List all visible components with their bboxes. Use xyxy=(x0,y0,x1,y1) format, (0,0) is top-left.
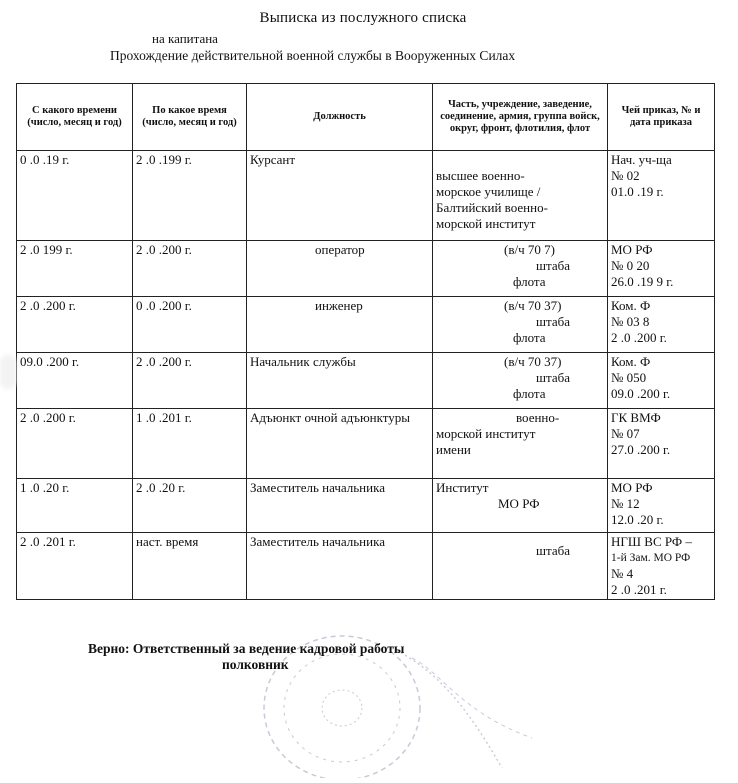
order-line: 26.0 .19 9 г. xyxy=(611,274,674,289)
cell-to: 2 .0 .20 г. xyxy=(133,479,247,533)
order-line: № 02 xyxy=(611,168,640,183)
cell-to: 2 .0 .200 г. xyxy=(133,353,247,409)
unit-line: морской институт xyxy=(436,216,536,231)
table-row xyxy=(17,241,715,297)
header-from: С какого времени (число, месяц и год) xyxy=(17,84,133,151)
position-text: оператор xyxy=(315,242,365,257)
cell-unit xyxy=(433,533,608,600)
unit-line: штаба xyxy=(536,314,571,329)
cell-unit xyxy=(433,151,608,241)
cell-position: Заместитель начальника xyxy=(247,479,433,533)
cell-from: 1 .0 .20 г. xyxy=(17,479,133,533)
unit-line: (в/ч 70 37) xyxy=(504,298,562,313)
scan-smudge xyxy=(0,355,16,389)
document-title: Выписка из послужного списка xyxy=(259,10,467,26)
order-line: Ком. Ф xyxy=(611,298,651,313)
unit-line: флота xyxy=(513,330,546,345)
order-line: 1-й Зам. МО РФ xyxy=(611,552,691,564)
order-line: № 12 xyxy=(611,496,640,511)
order-line: МО РФ xyxy=(611,480,653,495)
cell-from: 09.0 .200 г. xyxy=(17,353,133,409)
cell-order xyxy=(608,479,715,533)
header-order: Чей приказ, № и дата приказа xyxy=(608,84,715,151)
cell-order xyxy=(608,533,715,600)
position-text: инженер xyxy=(315,298,363,313)
order-line: № 03 8 xyxy=(611,314,650,329)
header-to: По какое время (число, месяц и год) xyxy=(133,84,247,151)
cell-unit xyxy=(433,297,608,353)
officer-rank: полковник xyxy=(222,657,289,672)
cell-to: наст. время xyxy=(133,533,247,600)
cell-position: Начальник службы xyxy=(247,353,433,409)
cell-unit xyxy=(433,479,608,533)
table-row xyxy=(17,409,715,479)
cell-from: 0 .0 .19 г. xyxy=(17,151,133,241)
order-line: НГШ ВС РФ – xyxy=(611,534,692,549)
subject-line: на капитана xyxy=(152,31,218,46)
table-row xyxy=(17,533,715,600)
cell-unit xyxy=(433,241,608,297)
table-row xyxy=(17,479,715,533)
unit-line: штаба xyxy=(536,543,571,558)
order-line: № 4 xyxy=(611,566,634,581)
cell-to: 2 .0 .200 г. xyxy=(133,241,247,297)
cell-unit xyxy=(433,353,608,409)
order-line: 2 .0 .201 г. xyxy=(611,582,667,597)
order-line: 27.0 .200 г. xyxy=(611,442,671,457)
unit-line: (в/ч 70 37) xyxy=(504,354,562,369)
header-unit: Часть, учреждение, заведение, соединение, армия, группа войск, округ, фронт, флотилия, флот xyxy=(433,84,608,151)
cell-order xyxy=(608,409,715,479)
cell-position: Курсант xyxy=(247,151,433,241)
section-heading: Прохождение действительной военной службы в Вооруженных Силах xyxy=(110,48,516,63)
unit-line: МО РФ xyxy=(498,496,540,511)
table-row xyxy=(17,297,715,353)
order-line: № 07 xyxy=(611,426,640,441)
cell-unit xyxy=(433,409,608,479)
cell-from: 2 .0 199 г. xyxy=(17,241,133,297)
cell-position xyxy=(247,297,433,353)
unit-line: имени xyxy=(436,442,471,457)
table-header-row xyxy=(17,84,715,151)
cell-order xyxy=(608,151,715,241)
header-position: Должность xyxy=(247,84,433,151)
unit-line: флота xyxy=(513,386,546,401)
table-row xyxy=(17,151,715,241)
order-line: Нач. уч-ща xyxy=(611,152,672,167)
unit-line: (в/ч 70 7) xyxy=(504,242,555,257)
order-line: 2 .0 .200 г. xyxy=(611,330,667,345)
unit-line: морской институт xyxy=(436,426,536,441)
unit-line: штаба xyxy=(536,370,571,385)
unit-line: штаба xyxy=(536,258,571,273)
order-line: 01.0 .19 г. xyxy=(611,184,664,199)
cell-from: 2 .0 .200 г. xyxy=(17,409,133,479)
order-line: 12.0 .20 г. xyxy=(611,512,664,527)
cell-order xyxy=(608,241,715,297)
unit-line: военно- xyxy=(516,410,560,425)
unit-line xyxy=(436,152,604,168)
table-row xyxy=(17,353,715,409)
unit-line: высшее военно- xyxy=(436,168,525,183)
cell-position: Заместитель начальника xyxy=(247,533,433,600)
order-line: ГК ВМФ xyxy=(611,410,661,425)
unit-line: Балтийский военно- xyxy=(436,200,548,215)
cell-order xyxy=(608,297,715,353)
order-line: 09.0 .200 г. xyxy=(611,386,671,401)
cell-to: 0 .0 .200 г. xyxy=(133,297,247,353)
cell-from: 2 .0 .200 г. xyxy=(17,297,133,353)
unit-line: флота xyxy=(513,274,546,289)
order-line: № 050 xyxy=(611,370,647,385)
cell-to: 1 .0 .201 г. xyxy=(133,409,247,479)
service-record-table xyxy=(16,83,715,600)
order-line: МО РФ xyxy=(611,242,653,257)
cell-order xyxy=(608,353,715,409)
cell-to: 2 .0 .199 г. xyxy=(133,151,247,241)
order-line: Ком. Ф xyxy=(611,354,651,369)
cell-from: 2 .0 .201 г. xyxy=(17,533,133,600)
certification-line: Верно: Ответственный за ведение кадровой работы xyxy=(88,641,405,656)
cell-position xyxy=(247,241,433,297)
unit-line: морское училище / xyxy=(436,184,541,199)
cell-position: Адъюнкт очной адъюнктуры xyxy=(247,409,433,479)
unit-line: Институт xyxy=(436,480,489,495)
order-line: № 0 20 xyxy=(611,258,650,273)
